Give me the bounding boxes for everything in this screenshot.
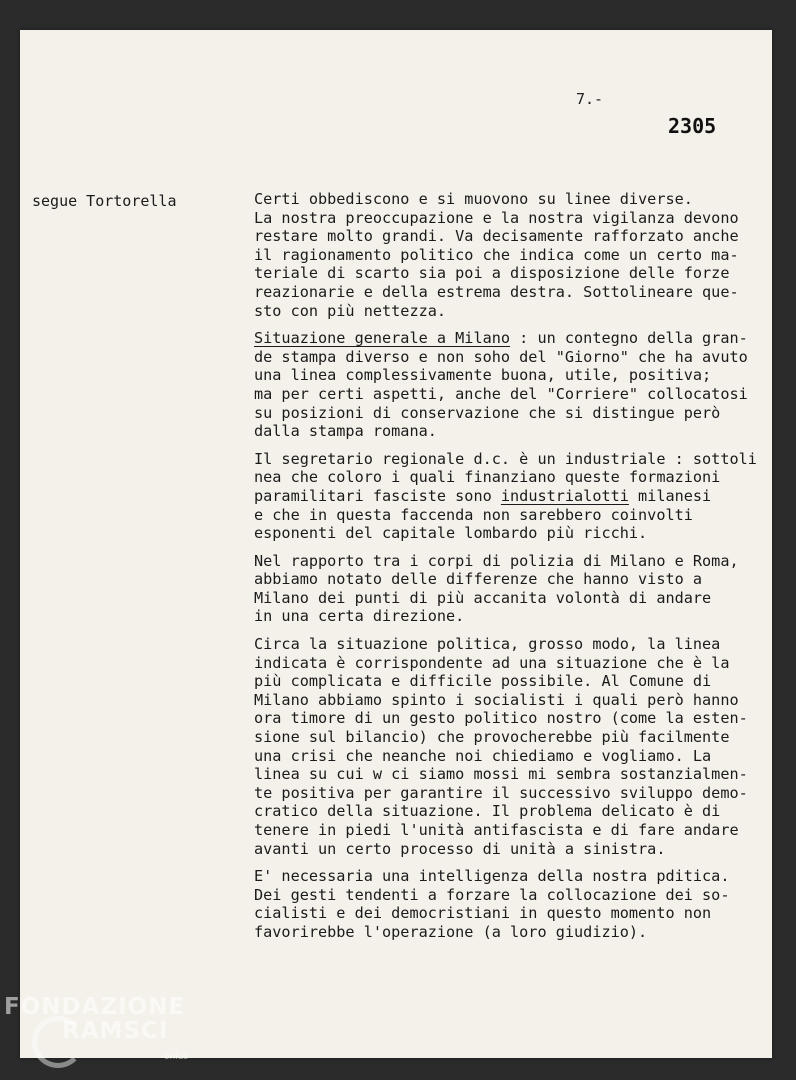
text-line: il ragionamento politico che indica come un certo ma- [254,245,739,264]
text-line: una linea complessivamente buona, utile, positiva; [254,366,712,385]
text-line: Certi obbediscono e si muovono su linee diverse. [254,190,693,208]
text-line: su posizioni di conservazione che si distingue però [254,403,721,422]
text-line: Milano dei punti di più accanita volontà di andare [254,588,712,607]
text-line: linea su cui w ci siamo mossi mi sembra sostanzialmen- [254,765,748,784]
text-line: dalla stampa romana. [254,422,437,441]
text-line: favorirebbe l'operazione (a loro giudizio). [254,922,648,941]
text-fragment: milanesi [628,486,712,505]
text-line: Il segretario regionale d.c. è un industriale : sottoli [254,449,757,468]
text-line: sione sul bilancio) che provocherebbe più facilmente [254,728,730,747]
underlined-word: industrialotti [500,486,629,505]
text-line: Milano abbiamo spinto i socialisti i quali però hanno [254,690,739,709]
text-line: avanti un certo processo di unità a sinistra. [254,839,666,858]
text-line: e che in questa faccenda non sarebbero coinvolti [254,505,693,524]
watermark-line1: FONDAZIONE [4,994,186,1020]
document-number: 2305 [668,114,717,138]
text-line: ma per certi aspetti, anche del "Corriere" collocatosi [254,384,748,403]
speaker-label: segue Tortorella [32,192,177,210]
text-line: cialisti e dei democristiani in questo momento non [254,904,712,923]
text-fragment: paramilitari fasciste sono [254,486,501,505]
document-page [20,30,772,1058]
paragraph [254,329,774,441]
text-line: reazionarie e della estrema destra. Sottolineare que- [254,282,739,301]
underlined-heading: Situazione generale a Milano [254,329,511,348]
text-line: tenere in piedi l'unità antifascista e di fare andare [254,821,739,839]
paragraph [254,450,774,543]
text-line: La nostra preoccupazione e la nostra vigilanza devono [254,208,739,227]
text-line [254,487,774,506]
text-line: indicata è corrispondente ad una situazione che è la [254,653,730,672]
text-line: esponenti del capitale lombardo più ricchi. [254,524,648,543]
text-line: nea che coloro i quali finanziano queste formazioni [254,468,721,487]
g-circle-icon [32,1016,84,1068]
fondazione-gramsci-watermark [4,994,189,1062]
paragraph [254,190,774,320]
text-line: restare molto grandi. Va decisamente rafforzato anche [254,227,739,246]
text-fragment: : un contegno della gran- [510,329,748,348]
paragraph [254,552,774,626]
text-line: abbiamo notato delle differenze che hanno visto a [254,570,703,589]
watermark-line2: RAMSCI [62,1018,169,1044]
text-line: Dei gesti tendenti a forzare la collocazione dei so- [254,885,730,904]
text-line: Circa la situazione politica, grosso modo, la linea [254,635,721,654]
text-line: Nel rapporto tra i corpi di polizia di Milano e Roma, [254,551,739,570]
text-line: de stampa diverso e non soho del "Giorno" che ha avuto [254,347,748,366]
paragraph [254,867,774,941]
page-number: 7.- [576,90,604,108]
text-line: teriale di scarto sia poi a disposizione delle forze [254,264,730,283]
text-line: in una certa direzione. [254,607,465,626]
text-line [254,329,774,348]
text-line: E' necessaria una intelligenza della nostra pditica. [254,867,730,886]
text-line: ora timore di un gesto politico nostro (come la esten- [254,709,748,728]
text-line: te positiva per garantire il successivo sviluppo demo- [254,783,748,802]
watermark-sub: onlus [164,1052,189,1062]
text-line: più complicata e difficile possibile. Al Comune di [254,672,712,691]
text-line: una crisi che neanche noi chiediamo e vogliamo. La [254,746,712,765]
document-body [254,190,774,951]
text-line: cratico della situazione. Il problema delicato è di [254,802,721,821]
text-line: sto con più nettezza. [254,301,447,320]
paragraph [254,635,774,858]
